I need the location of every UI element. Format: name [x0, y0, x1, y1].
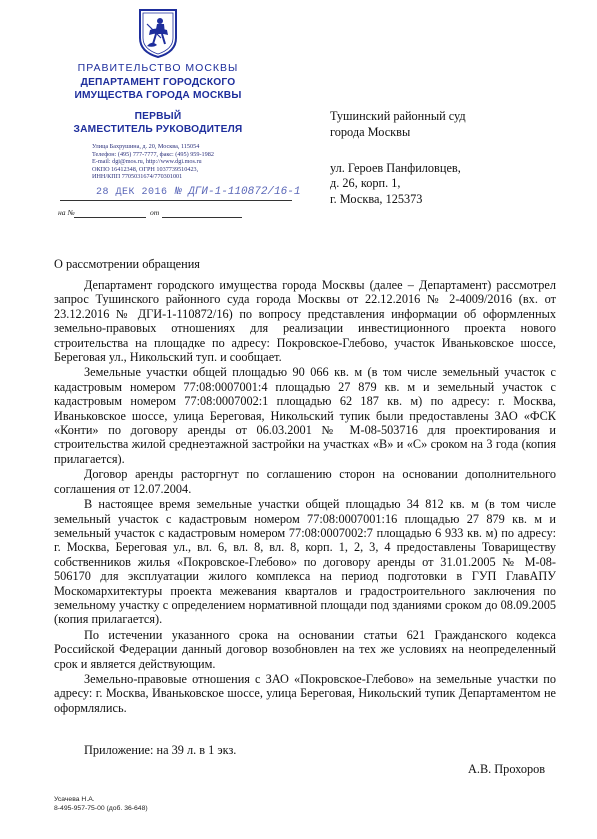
body-paragraph: Департамент городского имущества города Москвы (далее – Департамент) рассмотрел запрос Тушинского районного суда города Москвы от 22.12.2016 № 2-4009/2016 (вх. от 23.12.2016 № ДГИ-1-110872/16) по вопросу представления информации об оформленных земельно-правовых отношениях для реализации инвестиционного проекта нового строительства на площадке по адресу: Покровское-Глебово, участок Иваньковское шоссе, Береговая ул., Никольский туп. и сообщает. [54, 278, 556, 365]
addressee-street: ул. Героев Панфиловцев, [330, 160, 461, 175]
registration-date-stamp: 28 ДЕК 2016 [96, 187, 168, 198]
addressee-org-line1: Тушинский районный суд [330, 109, 466, 123]
contact-phone: Телефон: (495) 777-7777, факс: (495) 959-1982 [92, 150, 214, 158]
executor-info [54, 796, 148, 813]
registration-underline [60, 200, 292, 201]
body-paragraph: Договор аренды расторгнут по соглашению сторон на основании дополнительного соглашения от 12.07.2004. [54, 467, 556, 496]
reply-to-number-label: на № [58, 208, 75, 217]
department-name-line2: ИМУЩЕСТВА ГОРОДА МОСКВЫ [74, 90, 242, 101]
executor-phone: 8-495-957-75-00 (доб. 36-648) [54, 804, 148, 812]
letterhead-contacts [92, 143, 312, 181]
contact-inn: ИНН/КПП 7705031674/770301001 [92, 173, 183, 181]
contact-okpo: ОКПО 16412348, ОГРН 1037739510423, [92, 165, 199, 173]
moscow-coat-of-arms-icon [137, 8, 179, 58]
government-title: ПРАВИТЕЛЬСТВО МОСКВЫ [77, 62, 239, 74]
reply-date-line [162, 217, 242, 218]
addressee-block [330, 109, 570, 208]
reply-from-label: от [150, 208, 160, 217]
body-paragraph: По истечении указанного срока на основании статьи 621 Гражданского кодекса Российской Федерации данный договор возобновлен на тех же условиях на неопределенный срок и является действующим. [54, 627, 556, 671]
sender-position-line2: ЗАМЕСТИТЕЛЬ РУКОВОДИТЕЛЯ [73, 124, 243, 135]
addressee-city: г. Москва, 125373 [330, 192, 423, 207]
contact-email: E-mail: dgi@mos.ru, http://www.dgi.mos.ru [92, 158, 202, 166]
body-paragraph: В настоящее время земельные участки общей площадью 34 812 кв. м (в том числе земельный участок с кадастровым номером 77:08:0007001:16 площадью 27 879 кв. м и земельный участок с кадастровым номером 77:08:0007002:7 площадью 6 933 кв. м) по адресу: г. Москва, Береговая ул., вл. 6, вл. 8, вл. 8, корп. 1, 2, 3, 4 предоставлены Товариществу собственников жилья «Покровское-Глебово» по договору аренды от 31.01.2005 № М-08-506170 для эксплуатации жилого комплекса на период подготовки в ГУП ГлавАПУ Москомархитектуры проекта межевания кварталов и градостроительного заключения по земельному участку с определением нормативной площади под зданиями сроком до 08.09.2005 (копия прилагается). [54, 497, 556, 627]
sender-position [40, 110, 276, 136]
body-paragraph: Земельно-правовые отношения с ЗАО «Покровское-Глебово» на земельные участки по адресу: г. Москва, Иваньковское шоссе, улица Береговая, Никольский тупик Департаментом не оформлялись. [54, 671, 556, 715]
signer-name: А.В. Прохоров [468, 762, 546, 776]
attachment-note: Приложение: на 39 л. в 1 экз. [84, 743, 237, 757]
executor-name: Усачева Н.А. [54, 796, 95, 803]
registration-number: № ДГИ-1-110872/16-1 [175, 186, 301, 198]
department-name [40, 76, 276, 102]
body-paragraph: Земельные участки общей площадью 90 066 кв. м (в том числе земельный участок с кадастровым номером 77:08:0007001:4 площадью 27 879 кв. м и земельный участок с кадастровым номером 77:08:0007002:1 площадью 62 187 кв. м) по адресу: г. Москва, Иваньковское шоссе, улица Береговая, Никольский тупик были предоставлены ЗАО «ФСК «Конти» по договору аренды от 06.03.2001 № М-08-503716 для проектирования и строительства жилой среднеэтажной застройки на участках «В» и «С» сроком на 3 года (копия прилагается). [54, 365, 556, 466]
contact-address: Улица Бахрушина, д. 20, Москва, 115054 [92, 143, 200, 150]
letter-body [54, 278, 556, 716]
department-name-line1: ДЕПАРТАМЕНТ ГОРОДСКОГО [80, 77, 236, 88]
sender-position-line1: ПЕРВЫЙ [134, 111, 182, 122]
letter-subject: О рассмотрении обращения [54, 257, 200, 271]
addressee-org-line2: города Москвы [330, 124, 411, 139]
addressee-building: д. 26, корп. 1, [330, 176, 401, 191]
reply-number-line [74, 217, 146, 218]
